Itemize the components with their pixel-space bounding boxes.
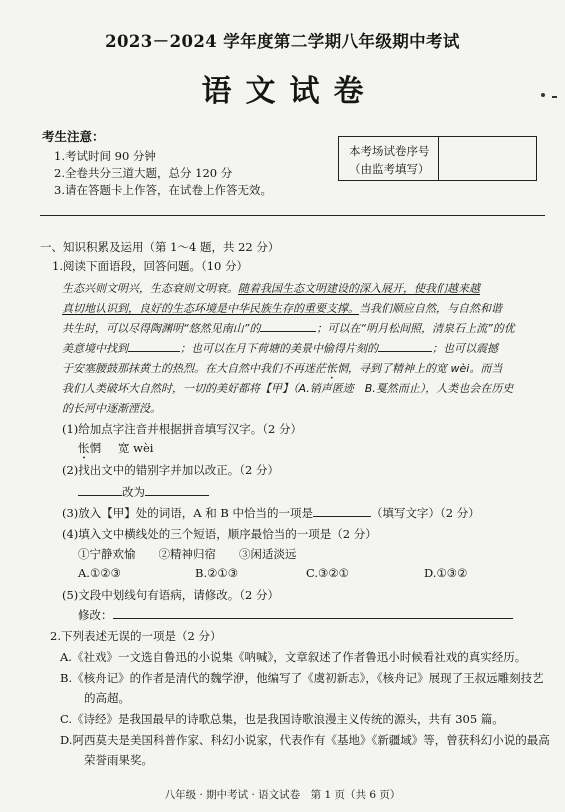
passage-line-4	[62, 340, 498, 356]
option-d: D.①③②	[424, 566, 468, 580]
dotted-char: 怅	[78, 441, 90, 455]
notice-item: 2.全卷共分三道大题，总分 120 分	[54, 166, 233, 180]
serial-box-label: 本考场试卷序号	[349, 144, 430, 158]
fill-blank	[78, 484, 122, 496]
notice-item: 3.请在答题卡上作答，在试卷上作答无效。	[54, 183, 272, 197]
notice-heading: 考生注意：	[42, 129, 105, 144]
passage-text: 当我们顺应自然，与自然和谐	[359, 302, 502, 315]
page-footer: 八年级 · 期中考试 · 语文试卷 第 1 页（共 6 页）	[164, 789, 401, 801]
subquestion-5: (5)文段中划线句有语病，请修改。（2 分）	[62, 588, 280, 602]
underlined-sentence: 真切地认识到，良好的生态环境是中华民族生存的重要支撑。	[62, 302, 359, 315]
section-title: 一、知识积累及运用（第 1～4 题，共 22 分）	[40, 240, 280, 254]
q2-option-d-cont: 荣誉雨果奖。	[84, 753, 153, 767]
correction-line	[78, 484, 209, 500]
question-stem: 1.阅读下面语段，回答问题。（10 分）	[52, 259, 249, 273]
option-a: A.①②③	[78, 566, 121, 580]
subquestion-3	[62, 505, 480, 521]
passage-text: 美意境中找到	[62, 342, 128, 355]
passage-text: 惘，寻到了精神上的宽 wèi。而当	[337, 362, 503, 375]
fill-blank	[378, 340, 432, 352]
passage-line-1	[62, 280, 480, 296]
passage-text: ；也可以震撼	[432, 342, 498, 355]
revision-line	[78, 607, 513, 623]
pinyin-item-1	[78, 440, 101, 462]
passage-text: 共生时，可以尽得陶渊明“悠然见南山”的	[62, 322, 261, 335]
subquestion-3-note: （填写文字）（2 分）	[371, 506, 480, 520]
option-c: C.③②①	[306, 566, 349, 580]
passage-text: 我们人类破坏大自然时，一切的美好都将【甲】（A.销声匿迹 B.戛然而止），人类也会在历史	[62, 382, 514, 395]
scan-mark	[552, 96, 557, 98]
serial-number-box	[338, 136, 537, 181]
fill-blank	[113, 607, 513, 619]
passage-line-6	[62, 380, 513, 396]
phrase-list: ①宁静欢愉 ②精神归宿 ③闲适淡远	[78, 547, 297, 561]
subquestion-1: (1)给加点字注音并根据拼音填写汉字。（2 分）	[62, 422, 303, 436]
subquestion-3-text: (3)放入【甲】处的词语，A 和 B 中恰当的一项是	[62, 506, 314, 520]
revision-label: 修改：	[78, 608, 113, 622]
correction-label: 改为	[122, 485, 145, 499]
subject-title: 语文试卷	[201, 74, 378, 109]
subquestion-2: (2)找出文中的错别字并加以改正。（2 分）	[62, 463, 280, 477]
header-divider	[40, 215, 545, 216]
passage-text: 的长河中逐渐湮没。	[62, 402, 161, 415]
passage-text: ；可以在“明月松间照，清泉石上流”的优	[316, 322, 515, 335]
passage-line-5	[62, 360, 502, 382]
scan-mark	[541, 93, 545, 97]
fill-blank	[128, 340, 180, 352]
option-b: B.②①③	[195, 566, 239, 580]
passage-line-7	[62, 400, 161, 416]
passage-text: 生态兴则文明兴，生态衰则文明衰。	[62, 282, 238, 295]
passage-line-3	[62, 320, 515, 336]
subquestion-4: (4)填入文中横线处的三个短语，顺序最恰当的一项是（2 分）	[62, 527, 377, 541]
underlined-sentence: 随着我国生态文明建设的深入展开，使我们越来越	[238, 282, 480, 295]
passage-line-2	[62, 300, 502, 316]
pinyin-item-2: 宽 wèi	[118, 441, 154, 455]
passage-text: 于安塞腰鼓那抹黄土的热烈。在大自然中我们不再迷茫	[62, 362, 326, 375]
q2-option-c: C.《诗经》是我国最早的诗歌总集，也是我国诗歌浪漫主义传统的源头，共有 305 篇。	[60, 712, 504, 726]
fill-blank	[260, 320, 316, 332]
fill-blank	[313, 505, 371, 517]
word-part: 惘	[89, 441, 101, 455]
question-stem: 2.下列表述无误的一项是（2 分）	[50, 629, 222, 643]
serial-box-note: （由监考填写）	[349, 162, 430, 176]
q2-option-a: A.《社戏》一文选自鲁迅的小说集《呐喊》，文章叙述了作者鲁迅小时候看社戏的真实经历。	[60, 650, 527, 664]
passage-text: ；也可以在月下荷塘的美景中偷得片刻的	[180, 342, 378, 355]
q2-option-d: D.阿西莫夫是美国科普作家、科幻小说家，代表作有《基地》《新疆域》等，曾获科幻小说的最高	[60, 733, 550, 747]
serial-box-divider	[438, 137, 439, 180]
q2-option-b-cont: 的高超。	[84, 691, 130, 705]
fill-blank	[145, 484, 209, 496]
notice-item: 1.考试时间 90 分钟	[54, 149, 156, 163]
q2-option-b: B.《核舟记》的作者是清代的魏学洢，他编写了《虞初新志》，《核舟记》展现了王叔远雕刻技艺	[60, 671, 544, 685]
dotted-char: 怅	[326, 362, 337, 375]
exam-title: 2023－2024 学年度第二学期八年级期中考试	[105, 32, 460, 51]
